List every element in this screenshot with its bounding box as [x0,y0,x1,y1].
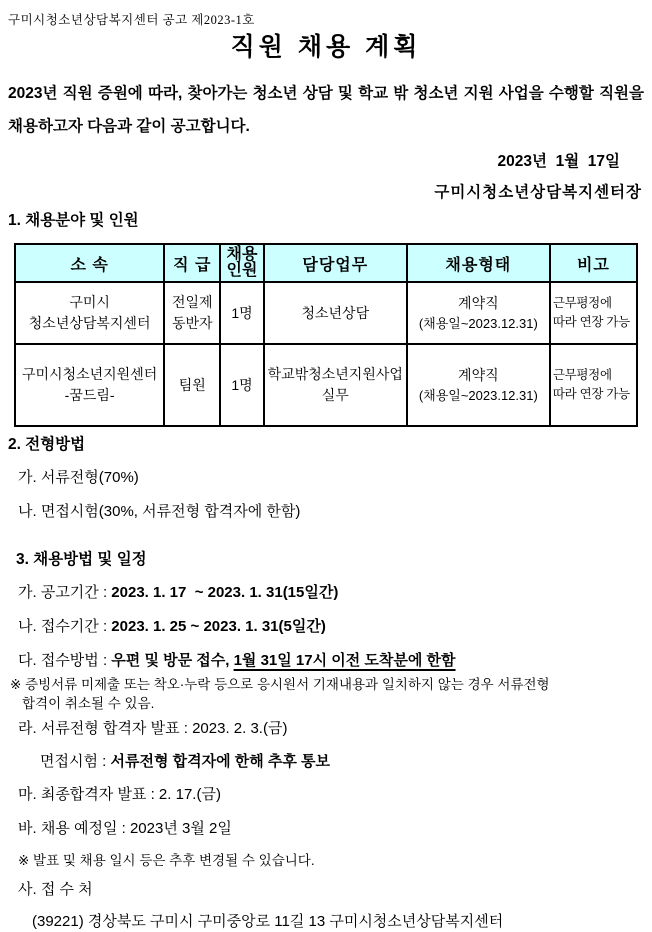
schedule-item-announcement-period [8,583,644,603]
cell-duty [264,344,407,426]
cell-position: 팀원 [164,344,220,426]
item-label: 면접시험 : [40,753,111,770]
col-header-affiliation: 소 속 [15,244,164,282]
col-header-employment-type: 채용형태 [407,244,550,282]
schedule-item-application-period [8,617,644,637]
cell-position [164,282,220,344]
schedule-item-hire-date: 바. 채용 예정일 : 2023년 3월 2일 [18,820,232,837]
section-3-heading: 3. 채용방법 및 일정 [16,551,147,568]
cell-text: 근무평정에 [552,296,612,311]
section-1-heading: 1. 채용분야 및 인원 [8,212,139,229]
cell-note [550,282,637,344]
item-value: 2023. 1. 25 ~ 2023. 1. 31(5일간) [111,618,326,635]
item-value-underlined: 1월 31일 17시 이전 도착분에 한함 [233,652,456,669]
cell-employment-type [407,344,550,426]
item-value: 2023. 1. 17 ~ 2023. 1. 31(15일간) [111,584,339,601]
cell-text: 따라 연장 가능 [552,387,630,401]
screening-item-interview: 나. 면접시험(30%, 서류전형 합격자에 한함) [18,503,301,520]
cell-text: 근무평정에 [552,368,612,383]
cell-text: 계약직 [458,366,499,383]
cell-employment-type [407,282,550,344]
col-header-count [220,244,264,282]
col-header-count-line1: 채용 [226,246,258,263]
note-line: ※ 증빙서류 미제출 또는 착오·누락 등으로 응시원서 기재내용과 일치하지 않는 경우 서류전형 [10,677,550,692]
schedule-item-reception: 사. 접 수 처 [18,881,93,898]
cell-text: 동반자 [171,315,213,331]
announcement-date: 2023년 1월 17일 [497,153,620,170]
cell-duty: 청소년상담 [264,282,407,344]
cell-count: 1명 [220,344,264,426]
item-label: 다. 접수방법 : [18,652,112,669]
note-document-mismatch [8,675,644,713]
cell-text: -꿈드림- [64,387,115,403]
schedule-item-interview-notice [8,752,644,772]
col-header-count-line2: 인원 [226,262,258,279]
table-row [15,344,637,426]
intro-paragraph-line-1: 2023년 직원 증원에 따라, 찾아가는 청소년 상담 및 학교 밖 청소년 지원 사업을 수행할 직원을 [8,85,644,102]
schedule-item-application-method [8,651,644,671]
cell-text: 청소년상담복지센터 [28,315,151,331]
table-header-row [15,244,637,282]
schedule-item-final-result: 마. 최종합격자 발표 : 2. 17.(금) [18,786,221,803]
cell-text: 실무 [321,387,349,403]
item-label: 가. 공고기간 : [18,584,112,601]
intro-paragraph-line-2: 채용하고자 다음과 같이 공고합니다. [8,118,250,135]
col-header-duty: 담당업무 [264,244,407,282]
cell-note [550,344,637,426]
schedule-item-document-result: 라. 서류전형 합격자 발표 : 2023. 2. 3.(금) [18,720,288,737]
cell-affiliation [15,282,164,344]
item-value: 서류전형 합격자에 한해 추후 통보 [110,753,331,770]
cell-text: 전일제 [171,294,213,310]
col-header-note: 비고 [550,244,637,282]
cell-text: (채용일~2023.12.31) [418,387,538,403]
col-header-position: 직 급 [164,244,220,282]
cell-text: 학교밖청소년지원사업 [267,366,403,382]
cell-count: 1명 [220,282,264,344]
cell-text: (채용일~2023.12.31) [418,315,538,331]
screening-item-documents: 가. 서류전형(70%) [18,469,139,486]
announcement-sender: 구미시청소년상담복지센터장 [434,184,642,201]
cell-text: 따라 연장 가능 [552,315,630,329]
cell-text: 계약직 [458,294,499,311]
note-schedule-change: ※ 발표 및 채용 일시 등은 추후 변경될 수 있습니다. [18,853,315,868]
page-title: 직원 채용 계획 [230,33,422,61]
cell-affiliation [15,344,164,426]
item-value: 우편 및 방문 접수, [111,652,234,669]
cell-text: 구미시청소년지원센터 [22,366,158,382]
section-2-heading: 2. 전형방법 [8,436,86,453]
note-line: 합격이 취소될 수 있음. [22,696,155,711]
table-row [15,282,637,344]
item-label: 나. 접수기간 : [18,618,112,635]
doc-number: 구미시청소년상담복지센터 공고 제2023-1호 [8,13,255,27]
recruitment-table [14,243,638,427]
cell-text: 구미시 [69,294,110,310]
reception-address: (39221) 경상북도 구미시 구미중앙로 11길 13 구미시청소년상담복지센터 [32,913,504,930]
